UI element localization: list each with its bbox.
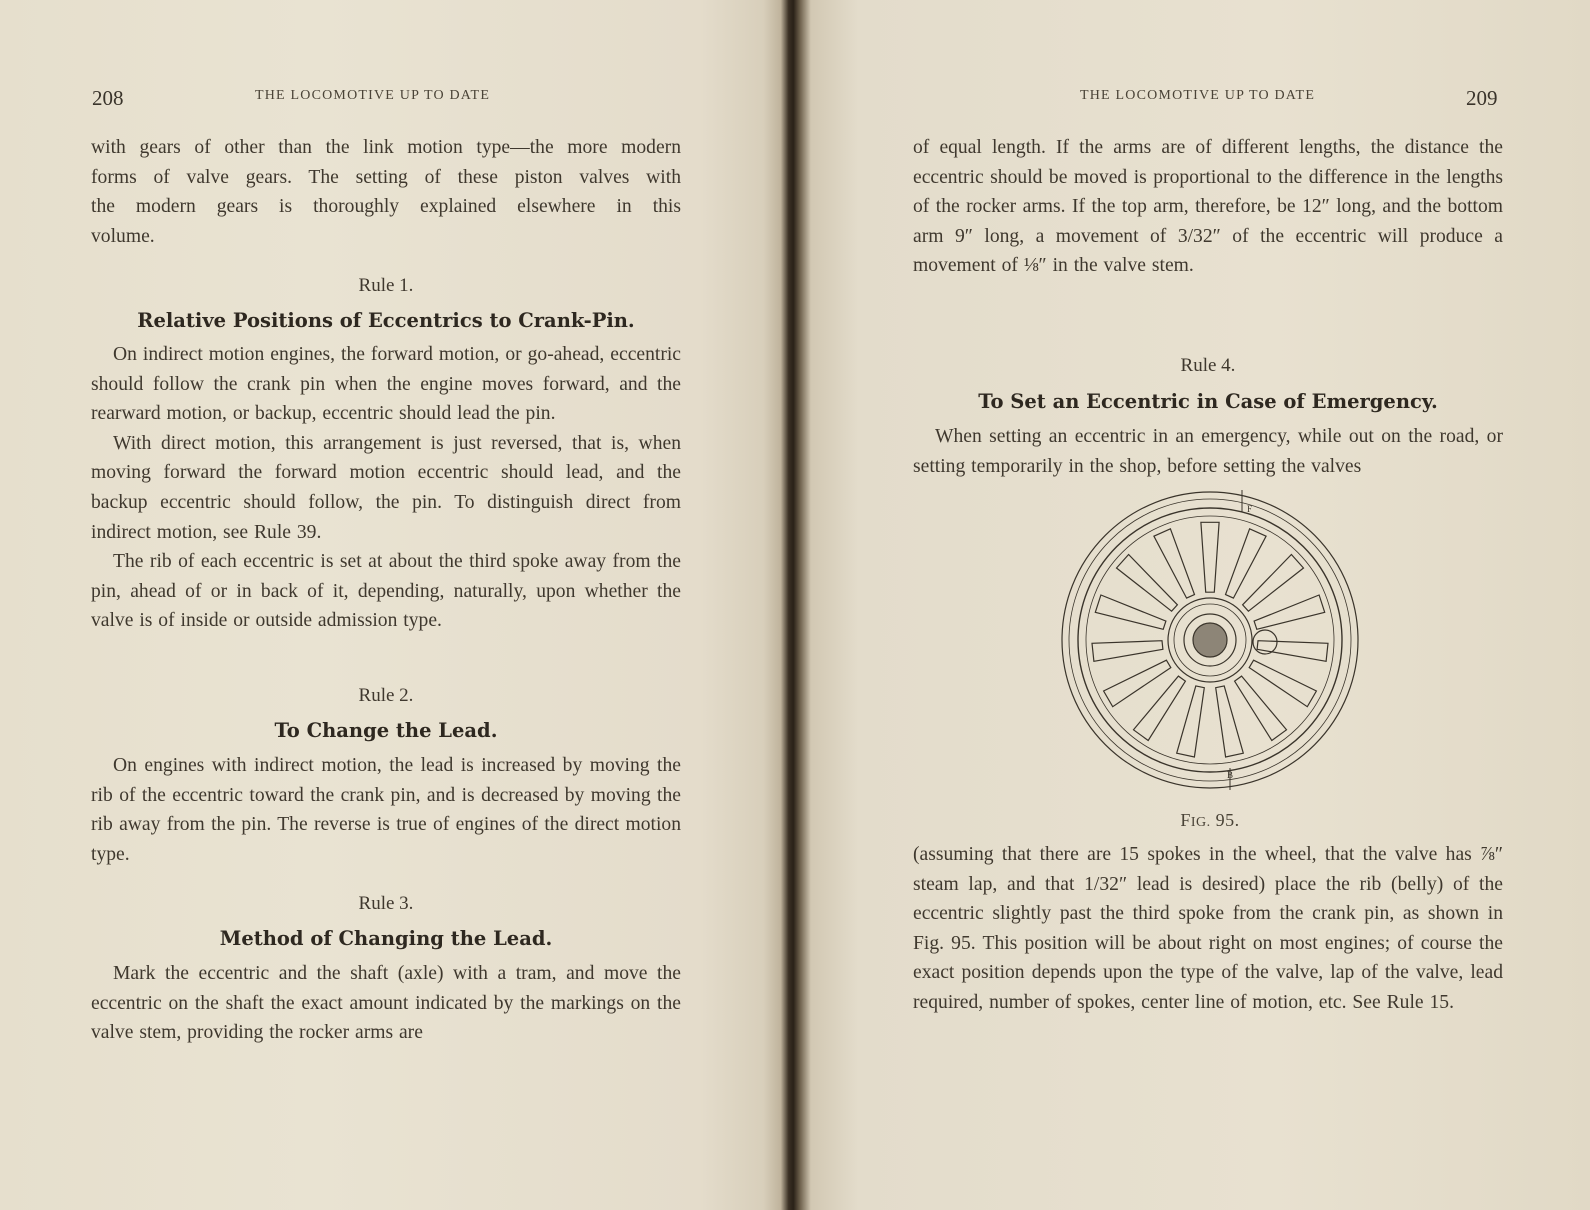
- intro-line-3: the modern gears is thoroughly explained elsewhere in this: [91, 196, 681, 218]
- running-head-left: THE LOCOMOTIVE UP TO DATE: [255, 88, 491, 103]
- left-page: [0, 0, 790, 1210]
- page-number-right: 209: [1466, 86, 1498, 110]
- figure-caption: [1080, 810, 1340, 831]
- rule-4-paragraph: When setting an eccentric in an emergency, while out on the road, or setting temporarily in the shop, before setting the valves: [913, 426, 1503, 477]
- intro-line-1: with gears of other than the link motion type—the more modern: [91, 137, 681, 158]
- driving-wheel-diagram: [1055, 490, 1365, 790]
- rule-3-title: Method of Changing the Lead.: [219, 927, 553, 950]
- intro-line-2: forms of valve gears. The setting of these piston valves with: [91, 166, 681, 188]
- rule-4-label: Rule 4.: [1180, 355, 1236, 376]
- caption-number: 95.: [1215, 810, 1240, 830]
- wheel-spoke: [1249, 660, 1316, 707]
- wheel-spoke: [1095, 595, 1166, 629]
- intro-text: [91, 133, 681, 251]
- rule-3-paragraph: Mark the eccentric and the shaft (axle) with a tram, and move the eccentric on the shaft the exact amount indicated by the markings on the valve stem, providing the rocker arms are: [91, 963, 681, 1044]
- rule-1-title: Relative Positions of Eccentrics to Crank-Pin.: [137, 309, 635, 332]
- rule-1-paragraph: With direct motion, this arrangement is just reversed, that is, when moving forward the forward motion eccentric should lead, and the backup eccentric should follow, the pin. To distinguish direct from indirect motion, see Rule 39.: [91, 432, 681, 543]
- wheel-spoke: [1201, 522, 1219, 592]
- caption-prefix: F: [1180, 810, 1191, 830]
- rule-2-label: Rule 2.: [358, 685, 414, 706]
- wheel-spoke: [1235, 676, 1287, 740]
- wheel-spoke: [1104, 660, 1171, 707]
- after-figure-text: [913, 840, 1503, 1018]
- rule-2-paragraph: On engines with indirect motion, the lead is increased by moving the rib of the eccentric toward the crank pin, and is decreased by moving the rib away from the pin. The reverse is true of engines of the direct motion type.: [91, 755, 681, 865]
- intro-line-4: volume.: [91, 225, 155, 247]
- after-figure-paragraph: (assuming that there are 15 spokes in the wheel, that the valve has ⅞″ steam lap, and that 1/32″ lead is desired) place the rib (belly) of the eccentric slightly past the third spoke from the crank pin, as shown in Fig. 95. This position will be about right on most engines; of course the exact position depends upon the type of the valve, lap of the valve, lead required, number of spokes, center line of motion, etc. See Rule 15.: [913, 844, 1503, 1013]
- top-mark-letter: F: [1247, 504, 1253, 514]
- rule-4-title: To Set an Eccentric in Case of Emergency.: [978, 390, 1438, 413]
- bottom-mark-letter: B: [1227, 770, 1234, 780]
- continuation-text: [913, 133, 1503, 281]
- continuation-paragraph: of equal length. If the arms are of different lengths, the distance the eccentric should be moved is proportional to the difference in the lengths of the rocker arms. If the top arm, therefore, be 12″ long, and the bottom arm 9″ long, a movement of 3/32″ of the eccentric will produce a movement of ⅛″ in the valve stem.: [913, 137, 1503, 277]
- wheel-spoke: [1254, 595, 1325, 629]
- rule-3-label: Rule 3.: [358, 893, 414, 914]
- wheel-spoke: [1177, 686, 1205, 757]
- wheel-spoke: [1134, 676, 1186, 740]
- rule-1-paragraph: On indirect motion engines, the forward motion, or go-ahead, eccentric should follow the crank pin when the engine moves forward, and the rearward motion, or backup, eccentric should lead the pin.: [91, 344, 681, 425]
- rule-4-intro: [913, 422, 1503, 481]
- rule-1-body: [91, 340, 681, 636]
- page-number-left: 208: [92, 86, 124, 110]
- wheel-spoke: [1216, 686, 1244, 757]
- wheel-figure: [1055, 490, 1365, 790]
- rule-1-label: Rule 1.: [358, 275, 414, 296]
- running-head-right: THE LOCOMOTIVE UP TO DATE: [1080, 88, 1316, 103]
- axle: [1193, 623, 1227, 657]
- rule-2-body: [91, 751, 681, 869]
- wheel-spoke: [1092, 641, 1163, 662]
- rule-2-title: To Change the Lead.: [274, 719, 498, 742]
- rule-3-body: [91, 959, 681, 1048]
- rule-1-paragraph: The rib of each eccentric is set at about the third spoke away from the pin, ahead of or in back of it, depending, naturally, upon whether the valve is of inside or outside admission type.: [91, 551, 681, 632]
- wheel-spoke: [1257, 641, 1328, 662]
- caption-rest: IG.: [1190, 815, 1211, 830]
